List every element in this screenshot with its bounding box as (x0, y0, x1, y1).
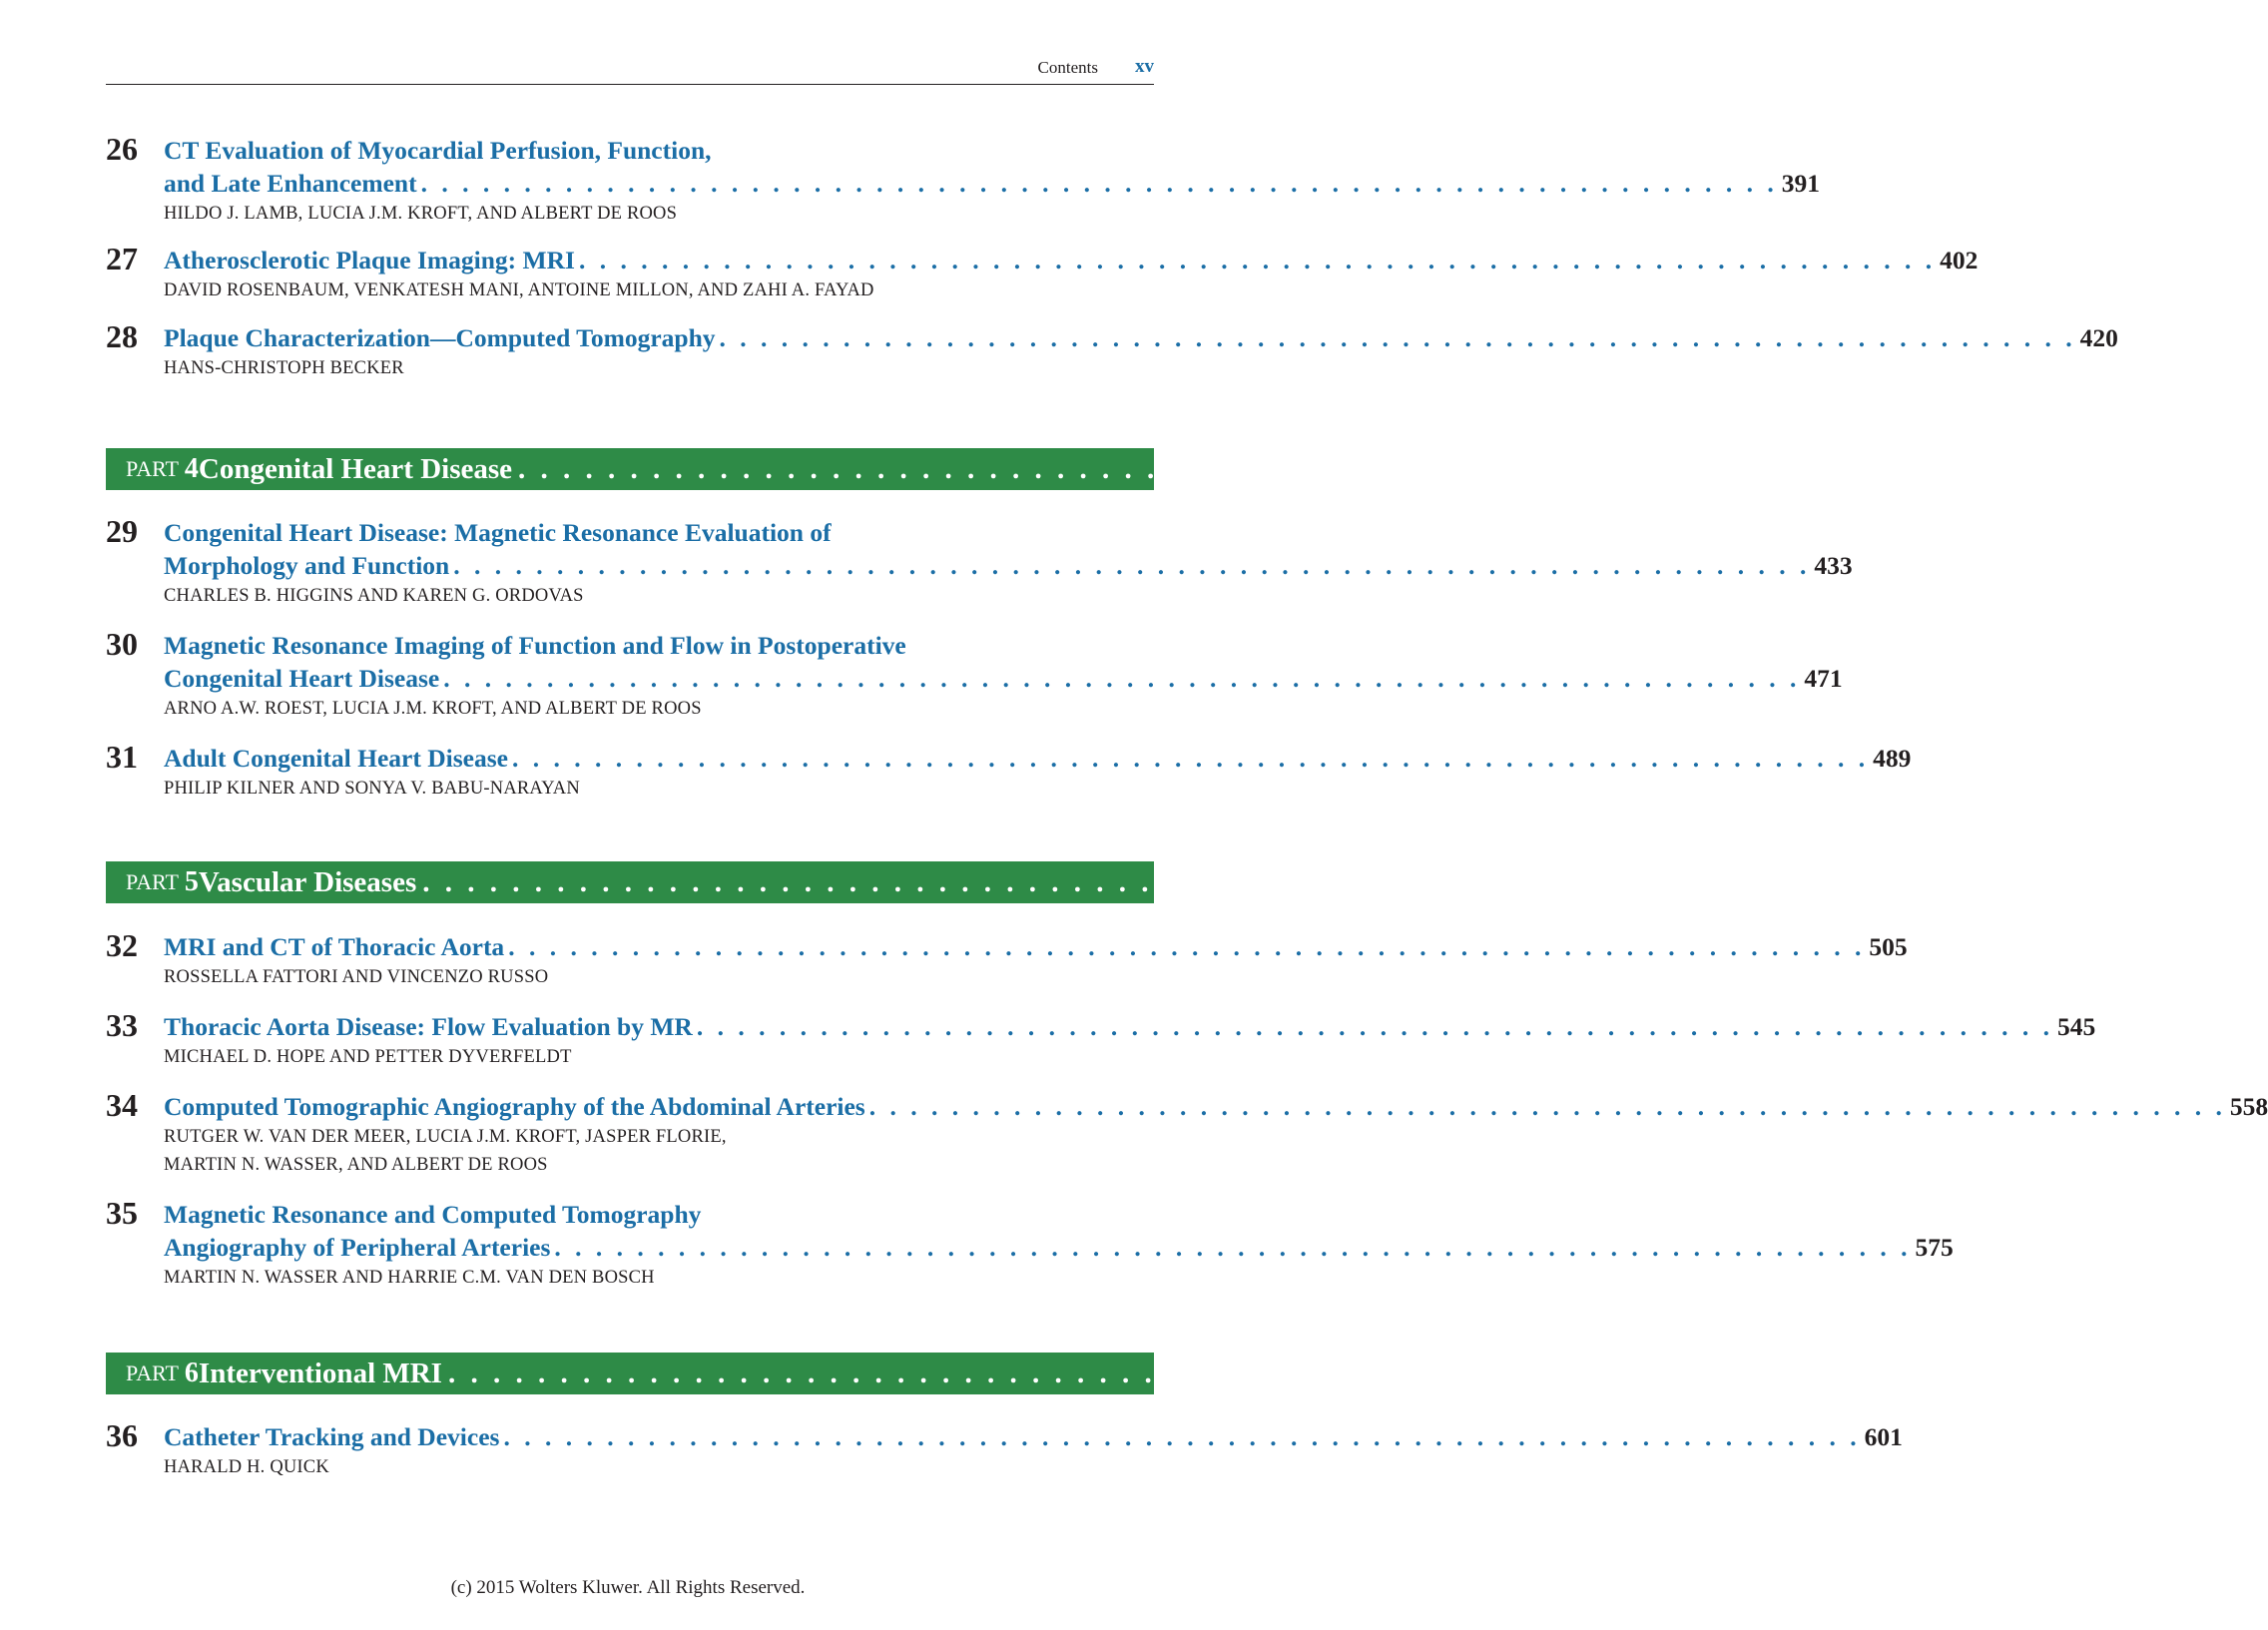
chapter-page-number: 471 (1804, 664, 1843, 693)
chapter-number: 35 (106, 1195, 138, 1231)
chapter-number: 26 (106, 131, 138, 167)
chapter-number: 31 (106, 739, 138, 775)
toc-part-4[interactable] (106, 448, 2037, 490)
chapter-authors: PHILIP KILNER AND SONYA V. BABU-NARAYAN (164, 779, 580, 799)
dot-leader: . . . . . . . . . . . . . . . . . . . . . . . . . . . . . . . . . . . . . . . . . . . . . . . . . . . . . . . . . . . . . . . . . . (554, 1233, 1912, 1262)
chapter-title-text: Angiography of Peripheral Arteries (164, 1233, 551, 1262)
chapter-title-line2 (164, 662, 1843, 695)
part-number: 6 (184, 1358, 199, 1388)
dot-leader: . . . . . . . . . . . . . . . . . . . . . . . . . . . . . . . . . . . . . . . . . . . . . . . . . . . . . . . . . . . . . . . . . . (420, 169, 1778, 198)
chapter-title-text: Catheter Tracking and Devices (164, 1422, 500, 1451)
chapter-number: 36 (106, 1417, 138, 1453)
part-number: 5 (184, 866, 199, 897)
part-label: PART (126, 869, 179, 894)
dot-leader: . . . . . . . . . . . . . . . . . . . . . . . . . . . . . . . . . . . . . . . . . . . . . . . . . . . . . . . . . . . . . . . . . . (508, 932, 1866, 961)
header-section-label: Contents (1037, 58, 1098, 77)
chapter-authors: HILDO J. LAMB, LUCIA J.M. KROFT, AND ALBERT DE ROOS (164, 204, 678, 224)
chapter-number: 34 (106, 1087, 138, 1123)
chapter-number: 30 (106, 626, 138, 662)
dot-leader: . . . . . . . . . . . . . . . . . . . . . . . . . . . . . . . . . . . . . . . . . . . . . . . . . . . . . . . . . . . . . . . . . . (447, 1357, 1920, 1389)
dot-leader: . . . . . . . . . . . . . . . . . . . . . . . . . . . . . . . . . . . . . . . . . . . . . . . . . . . . . . . . . . . . . . . . . . (453, 551, 1811, 580)
chapter-title-text: Morphology and Function (164, 551, 450, 580)
chapter-title-text: Congenital Heart Disease (164, 664, 440, 693)
chapter-authors: DAVID ROSENBAUM, VENKATESH MANI, ANTOINE MILLON, AND ZAHI A. FAYAD (164, 280, 874, 300)
chapter-title-line1: CT Evaluation of Myocardial Perfusion, Function, (164, 136, 712, 165)
chapter-authors: MICHAEL D. HOPE AND PETTER DYVERFELDT (164, 1047, 572, 1067)
chapter-page-number: 433 (1814, 551, 1853, 580)
chapter-authors: RUTGER W. VAN DER MEER, LUCIA J.M. KROFT, JASPER FLORIE, (164, 1127, 727, 1147)
dot-leader: . . . . . . . . . . . . . . . . . . . . . . . . . . . . . . . . . . . . . . . . . . . . . . . . . . . . . . . . . . . . . . . . . . (578, 246, 1937, 274)
chapter-number: 28 (106, 318, 138, 354)
chapter-number: 29 (106, 513, 138, 549)
part-title: Interventional MRI (198, 1357, 442, 1389)
chapter-page-number: 420 (2079, 323, 2118, 352)
chapter-title-line (164, 1090, 2268, 1123)
part-title: Congenital Heart Disease (198, 452, 513, 485)
chapter-authors: ROSSELLA FATTORI AND VINCENZO RUSSO (164, 967, 549, 987)
chapter-title-text: Computed Tomographic Angiography of the Abdominal Arteries (164, 1092, 865, 1121)
dot-leader: . . . . . . . . . . . . . . . . . . . . . . . . . . . . . . . . . . . . . . . . . . . . . . . . . . . . . . . . . . . . . . . . . . (518, 452, 1989, 485)
chapter-page-number: 505 (1869, 932, 1908, 961)
chapter-page-number: 558 (2229, 1092, 2268, 1121)
chapter-authors: MARTIN N. WASSER AND HARRIE C.M. VAN DEN BOSCH (164, 1268, 655, 1288)
chapter-title-text: Plaque Characterization—Computed Tomography (164, 323, 716, 352)
chapter-number: 32 (106, 927, 138, 963)
dot-leader: . . . . . . . . . . . . . . . . . . . . . . . . . . . . . . . . . . . . . . . . . . . . . . . . . . . . . . . . . . . . . . . . . . (422, 865, 1894, 898)
chapter-page-number: 489 (1873, 744, 1912, 773)
part-title: Vascular Diseases (198, 865, 417, 898)
dot-leader: . . . . . . . . . . . . . . . . . . . . . . . . . . . . . . . . . . . . . . . . . . . . . . . . . . . . . . . . . . . . . . . . . . (511, 744, 1870, 773)
chapter-title-text: Adult Congenital Heart Disease (164, 744, 508, 773)
chapter-title-line (164, 930, 1908, 963)
chapter-authors: HANS-CHRISTOPH BECKER (164, 358, 404, 378)
chapter-title-line (164, 321, 2118, 354)
chapter-title-line2 (164, 1231, 1954, 1264)
dot-leader: . . . . . . . . . . . . . . . . . . . . . . . . . . . . . . . . . . . . . . . . . . . . . . . . . . . . . . . . . . . . . . . . . . (719, 323, 2076, 352)
copyright-footer: (c) 2015 Wolters Kluwer. All Rights Reserved. (450, 1577, 806, 1598)
running-header (106, 54, 1154, 85)
chapter-number: 27 (106, 241, 138, 276)
chapter-title-text: Thoracic Aorta Disease: Flow Evaluation by MR (164, 1012, 693, 1041)
part-number: 4 (184, 453, 199, 484)
chapter-page-number: 575 (1915, 1233, 1954, 1262)
chapter-title-line1: Congenital Heart Disease: Magnetic Resonance Evaluation of (164, 518, 832, 547)
chapter-title-line (164, 1420, 1903, 1453)
part-label: PART (126, 456, 179, 481)
chapter-page-number: 545 (2056, 1012, 2096, 1041)
chapter-title-line1: Magnetic Resonance Imaging of Function and Flow in Postoperative (164, 631, 906, 660)
chapter-title-text: MRI and CT of Thoracic Aorta (164, 932, 505, 961)
chapter-number: 33 (106, 1007, 138, 1043)
chapter-page-number: 402 (1940, 246, 1979, 274)
chapter-title-text: and Late Enhancement (164, 169, 417, 198)
part-page-number: 431 (1992, 452, 2037, 485)
chapter-authors: ARNO A.W. ROEST, LUCIA J.M. KROFT, AND ALBERT DE ROOS (164, 699, 702, 719)
dot-leader: . . . . . . . . . . . . . . . . . . . . . . . . . . . . . . . . . . . . . . . . . . . . . . . . . . . . . . . . . . . . . . . . . . (443, 664, 1801, 693)
toc-part-5[interactable] (106, 861, 1942, 903)
chapter-title-text: Atherosclerotic Plaque Imaging: MRI (164, 246, 575, 274)
chapter-title-line (164, 1010, 2096, 1043)
dot-leader: . . . . . . . . . . . . . . . . . . . . . . . . . . . . . . . . . . . . . . . . . . . . . . . . . . . . . . . . . . . . . . . . . . (868, 1092, 2226, 1121)
chapter-page-number: 391 (1781, 169, 1820, 198)
chapter-page-number: 601 (1864, 1422, 1903, 1451)
part-page-number: 599 (1923, 1357, 1968, 1389)
chapter-authors: CHARLES B. HIGGINS AND KAREN G. ORDOVAS (164, 586, 584, 606)
chapter-authors-line2: MARTIN N. WASSER, AND ALBERT DE ROOS (164, 1155, 548, 1175)
dot-leader: . . . . . . . . . . . . . . . . . . . . . . . . . . . . . . . . . . . . . . . . . . . . . . . . . . . . . . . . . . . . . . . . . . (503, 1422, 1861, 1451)
part-page-number: 503 (1897, 865, 1942, 898)
chapter-title-line2 (164, 167, 1820, 200)
toc-part-6[interactable] (106, 1353, 1968, 1394)
dot-leader: . . . . . . . . . . . . . . . . . . . . . . . . . . . . . . . . . . . . . . . . . . . . . . . . . . . . . . . . . . . . . . . . . . (696, 1012, 2053, 1041)
chapter-title-line1: Magnetic Resonance and Computed Tomography (164, 1200, 702, 1229)
part-label: PART (126, 1360, 179, 1385)
chapter-title-line (164, 244, 1979, 276)
chapter-authors: HARALD H. QUICK (164, 1457, 329, 1477)
chapter-title-line (164, 742, 1912, 775)
header-page-number: xv (1135, 56, 1154, 77)
chapter-title-line2 (164, 549, 1853, 582)
